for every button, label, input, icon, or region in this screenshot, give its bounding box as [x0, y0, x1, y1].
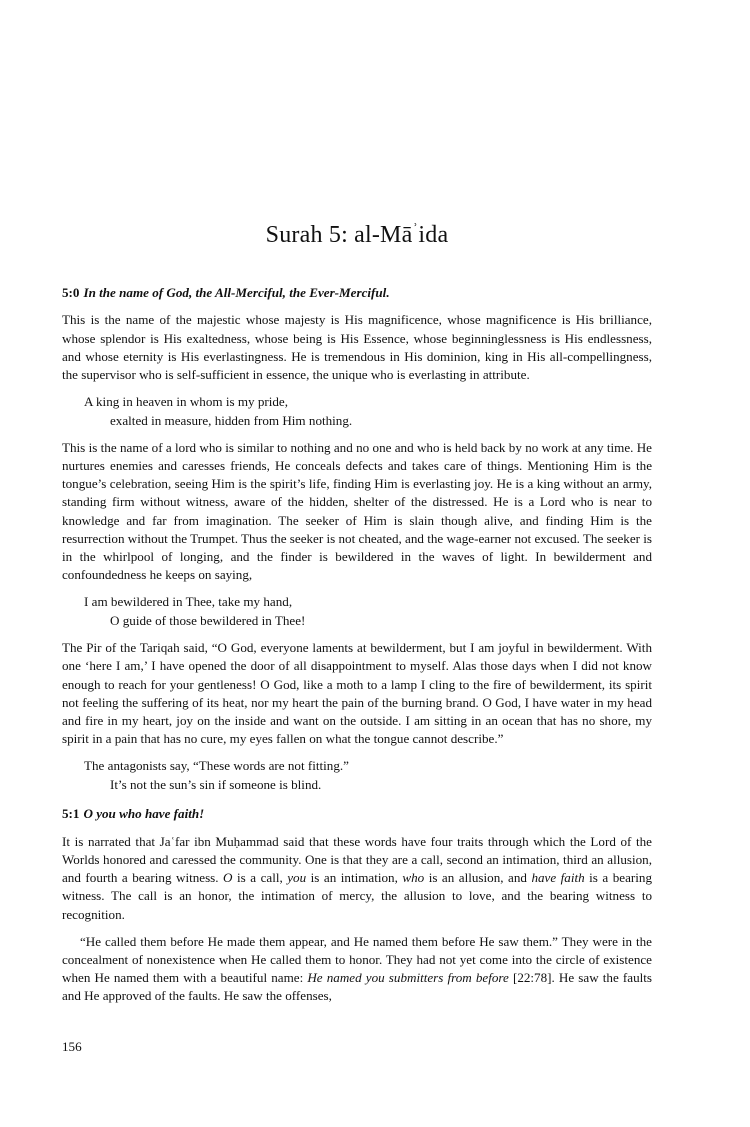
paragraph-5-mid-a: is a call,	[232, 870, 288, 886]
poem-line: A king in heaven in whom is my pride,	[84, 393, 289, 409]
italic-word-who: who	[402, 870, 425, 886]
verse-heading-5-0	[62, 284, 652, 303]
page-title	[62, 219, 652, 250]
paragraph-5-mid-b: is an intimation,	[306, 870, 403, 886]
page-content	[62, 219, 653, 1014]
antagonists-line: The antagonists say, “These words are not fitting.”	[84, 758, 349, 773]
verse-text-5-0: In the name of God, the All-Merciful, the Ever-Merciful.	[83, 284, 390, 300]
paragraph-5-part-a: It is narrated that Ja	[62, 834, 171, 849]
italic-phrase-have-faith: have faith	[531, 870, 585, 886]
paragraph-5-end: is a bearing witness. The call is an honor, the intimation of mercy, the allusion to love, and the bearing witness to recognition.	[62, 870, 652, 922]
poem-block-1	[62, 393, 652, 430]
verse-text-5-1: O you who have faith!	[83, 806, 205, 822]
paragraph-1: This is the name of the majestic whose majesty is His magnificence, whose magnificence is His brilliance, whose splendor is His exaltedness, whose being is His Essence, whose beginninglessness is His endlessness, and whose eternity is His everlastingness. He is tremendous in His dominion, king in His all-compellingness, the supervisor who is self-sufficient in essence, the unique who is everlasting in attribute.	[62, 312, 652, 382]
antagonists-block	[62, 757, 652, 794]
poem-line: I am bewildered in Thee, take my hand,	[84, 594, 293, 610]
antagonists-line: It’s not the sun’s sin if someone is blind.	[110, 776, 322, 792]
poem-line: O guide of those bewildered in Thee!	[110, 612, 306, 628]
paragraph-5-part-b: far ibn Muḥammad said that these words have four traits through which the Lord of the Worlds honored and caressed the community. One is that they are a call, second an intimation, third an allusion, and fourth a bearing witness.	[62, 834, 652, 886]
italic-word-O: O	[223, 870, 233, 886]
hamza-glyph: ʾ	[412, 219, 419, 239]
quran-quote-22-78: He named you submitters from before	[307, 969, 509, 985]
paragraph-2: This is the name of a lord who is similar to nothing and no one and who is held back by no work at any time. He nurtures enemies and caresses friends, He conceals defects and takes care of things. Mentioning Him is the tongue’s celebration, seeing Him is the spirit’s life, finding Him is everlasting joy. He is a king without an army, standing firm without witness, aware of the hidden, shelter of the distressed. He is a Lord who is near to knowledge and far from imagination. The seeker of Him is slain though alive, and finding Him is the resurrection without the Trumpet. Thus the seeker is not cheated, and the wage-earner not excused. The seeker is in the whirlpool of longing, and the finder is bewildered in the waves of light. In bewilderment and confoundedness he keeps on saying,	[62, 440, 653, 582]
paragraph-5-mid-c: is an allusion, and	[424, 870, 532, 886]
verse-number-5-0: 5:0	[62, 284, 80, 300]
paragraph-6-part-a: “He called them before He made them appear, and He named them before He saw them.” They were in the concealment of nonexistence when He called them to honor. They had not yet come into the circle of existence when He named them with a beautiful name:	[62, 933, 652, 985]
paragraph-3: The Pir of the Tariqah said, “O God, everyone laments at bewilderment, but I am joyful in bewilderment. With one ‘here I am,’ I have opened the door of all disappointment to myself. Alas those days when I did not know enough to reach for your gentleness! O God, like a moth to a lamp I cling to the fire of bewilderment, its spirit not feeling the suffering of its heat, nor my heart the pain of the burning brand. O God, I have water in my head and fire in my heart, joy on the inside and want on the outside. I am sitting in an ocean that has no shore, my spirit in a pain that has no cure, my eyes fallen on what the tongue cannot describe.”	[62, 640, 652, 746]
verse-number-5-1: 5:1	[62, 806, 80, 822]
page-number: 156	[62, 1039, 82, 1054]
paragraph-5	[62, 833, 652, 924]
paragraph-6	[62, 933, 652, 1006]
page-title-suffix: ida	[418, 222, 449, 248]
italic-word-you: you	[287, 870, 307, 886]
poem-block-2	[62, 593, 652, 630]
verse-heading-5-1	[62, 805, 652, 824]
page-title-prefix: Surah 5: al-Mā	[265, 222, 413, 248]
paragraph-6-part-b: [22:78]. He saw the faults and He approved of the faults. He saw the offenses,	[62, 969, 652, 1003]
ayn-glyph: ʿ	[170, 834, 175, 849]
poem-line: exalted in measure, hidden from Him nothing.	[110, 412, 353, 428]
